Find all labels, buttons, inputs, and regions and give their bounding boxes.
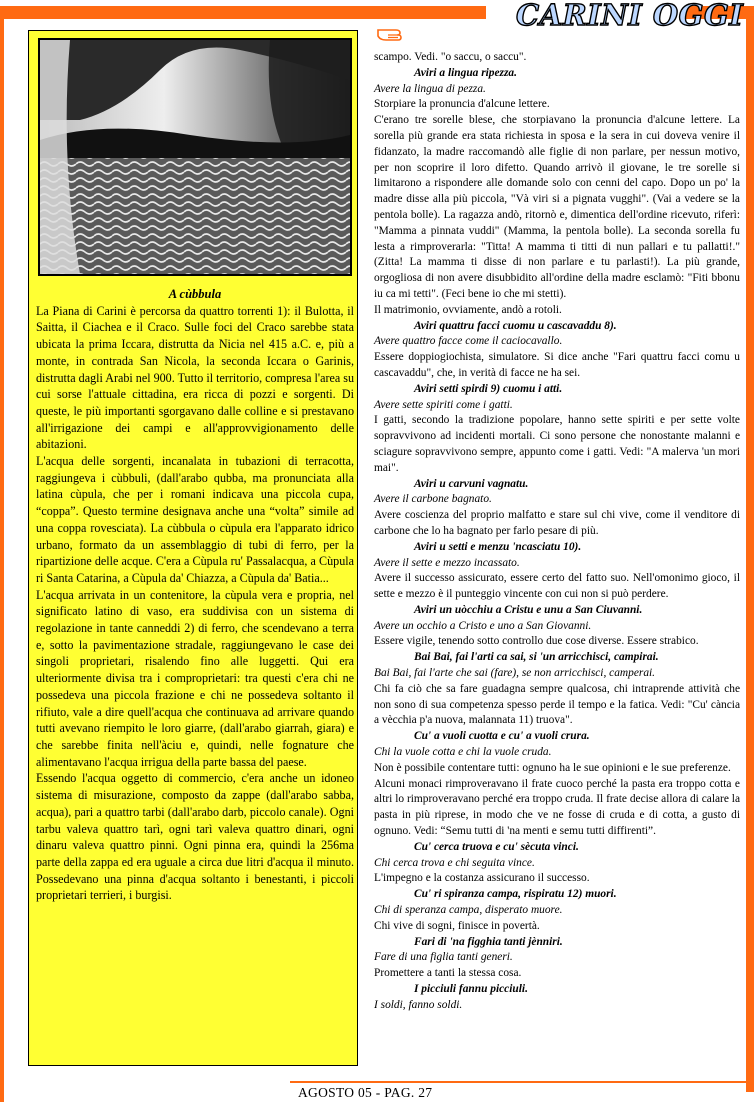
proverb-explanation: L'impegno e la costanza assicurano il successo. bbox=[374, 872, 590, 885]
left-accent-bar bbox=[0, 12, 4, 1102]
left-paragraph: L'acqua arrivata in un contenitore, la cùpula vera e propria, nel significato latino di vaso, era suddivisa con un sistema di regolazione in tante canneddi 2) di ferro, che scendevano a terra e, sotto la pavimentazione stradale, raggiungevano le case dei singoli proprietari, risalendo fino alle luggetti. Qui era ulteriormente divisa tra i comproprietari: tra questi c'era chi ne possedeva una piccola frazione e chi ne possedeva soltanto il rifiuto, vale a dire quell'acqua che continuava ad arrivare quando tutti avevano riempito le loro giarre, (dall'arabo giarrah, giara) e che sarebbe finita nell'àciu e, quindi, nelle fognature che alimentavano l'acqua irrigua della parte bassa del paese. bbox=[36, 587, 354, 769]
proverb-translation: I soldi, fanno soldi. bbox=[374, 998, 463, 1011]
proverb-translation: Avere la lingua di pezza. bbox=[374, 82, 486, 95]
proverb-heading: Aviri quattru facci cuomu u cascavaddu 8). bbox=[414, 319, 617, 332]
proverb-translation: Bai Bai, fai l'arte che sai (fare), se non arricchisci, camperai. bbox=[374, 667, 656, 680]
proverb-heading: Aviri a lingua ripezza. bbox=[414, 66, 517, 79]
proverb-heading: Aviri u setti e menzu 'ncasciatu 10). bbox=[414, 540, 582, 553]
proverb-explanation: Avere coscienza del proprio malfatto e stare sul chi vive, come il venditore di carbone che lo ha bagnato per farlo pesare di più. bbox=[374, 509, 740, 537]
proverb-heading: Fari di 'na figghia tanti jènniri. bbox=[414, 935, 563, 948]
proverb-translation: Chi di speranza campa, disperato muore. bbox=[374, 904, 563, 917]
proverb-translation: Avere un occhio a Cristo e uno a San Giovanni. bbox=[374, 619, 592, 632]
proverb-heading: Aviri u carvuni vagnatu. bbox=[414, 477, 529, 490]
proverb-heading: I picciuli fannu picciuli. bbox=[414, 983, 528, 996]
proverb-heading: Cu' cerca truova e cu' sècuta vinci. bbox=[414, 840, 579, 853]
proverb-explanation: Chi fa ciò che sa fare guadagna sempre qualcosa, chi intraprende attività che non sono di sua competenza spesso perde il tempo e la fatica. Vedi: "Cu' cància a vècchia p'a nuova, malannata 11) truova". bbox=[374, 682, 740, 727]
proverb-heading: Aviri setti spirdi 9) cuomu i atti. bbox=[414, 382, 563, 395]
article-title: A cùbbula bbox=[168, 287, 222, 301]
proverb-heading: Cu' a vuoli cuotta e cu' a vuoli crura. bbox=[414, 730, 590, 743]
page-footer: AGOSTO 05 - PAG. 27 bbox=[298, 1085, 433, 1100]
proverb-heading: Cu' ri spiranza campa, rispiratu 12) muori. bbox=[414, 888, 617, 901]
proverb-translation: Avere il carbone bagnato. bbox=[374, 493, 492, 506]
right-column-text bbox=[374, 50, 740, 1014]
brand-logo: CARINI OGGI bbox=[516, 0, 744, 32]
footer-rule bbox=[290, 1081, 754, 1083]
proverb-translation: Chi la vuole cotta e chi la vuole cruda. bbox=[374, 746, 552, 759]
top-accent-bar bbox=[0, 6, 486, 19]
proverb-translation: Avere il sette e mezzo incassato. bbox=[374, 556, 520, 569]
proverb-explanation: I gatti, secondo la tradizione popolare, hanno sette spiriti e per sette volte sopravvivono ad incidenti mortali. Ci sono persone che nonostante malanni e sciagure sopravvivono sempre, appunto come i gatti. Vedi: "A malerva 'un mori mai". bbox=[374, 414, 740, 474]
proverb-explanation: Storpiare la pronuncia d'alcune lettere. bbox=[374, 98, 550, 111]
proverb-explanation: Il matrimonio, ovviamente, andò a rotoli. bbox=[374, 303, 562, 316]
cave-water-photo bbox=[38, 38, 352, 276]
proverb-explanation: Avere il successo assicurato, essere certo del fatto suo. Nell'omonimo gioco, il sette e mezzo è il punteggio vincente con cui non si può perdere. bbox=[374, 572, 740, 601]
left-paragraph: La Piana di Carini è percorsa da quattro torrenti 1): il Bulotta, il Saitta, il Ciachea e il Craco. Sulle foci del Craco sarebbe stata ubicata la prima Iccara, distrutta da Nicia nel 415 a.C. e, più a monte, in contrada San Nicola, la seconda Iccara o Garinis, distrutta dagli Arabi nel 900. Tutto il territorio, compresa l'area su cui sorse l'attuale cittadina, era ricca di pozzi e sorgenti. Di queste, le più importanti sgorgavano dalle colline e si prestavano all'irrigazione dei campi e all'approvvigionamento delle abitazioni. bbox=[36, 303, 354, 452]
left-paragraph: Essendo l'acqua oggetto di commercio, c'era anche un idoneo sistema di misurazione, composto da zappe (dall'arabo sabba, acqua), pari a quattro tarbi (dall'arabo darb, piccolo canale). Ogni tarbu valeva quattro tarì, ogni tarì valeva quattro dinari, ogni dinaru valeva quattro pinni. Ogni pinna era, quindi la 256ma parte della zappa ed era uguale a circa due litri d'acqua il minuto. Possedevano una pinna d'acqua soltanto i benestanti, i piccoli proprietari terrieri, i burgisi. bbox=[36, 771, 354, 903]
proverb-explanation: scampo. Vedi. "o saccu, o saccu". bbox=[374, 51, 527, 63]
proverb-translation: Chi cerca trova e chi seguita vince. bbox=[374, 856, 535, 869]
cave-water-photo-icon bbox=[40, 40, 350, 274]
proverb-explanation: C'erano tre sorelle blese, che storpiavano la pronuncia d'alcune lettere. La sorella più grande era stata richiesta in sposa e la sera in cui doveva venire il fidanzato, la madre raccomandò alle figlie di non parlare, per nessun motivo, per non scoprire il loro difetto. Quando arrivò il giovane, le tre sorelle si limitarono a rispondere alle domande solo con cenni del capo. Dopo un po' la madre disse alla più piccola, "Và viri si a pignata vugghi". (Vai a vedere se la pentola bolle). La ragazza andò, ritornò e, dimentica dell'ordine ricevuto, riferì: "Mamma a pinnata vuddi" (Mamma, la pentola bolle). La seconda sorella fu lesta a rimproverarla: "Titta! A mamma ti titti di nun pallari e tu pallatti!." (Zitta! La mamma ti disse di non parlare e tu parlasti!). La più grande, orgogliosa di non avere disubbidito all'ordine della madre esclamò: "Fiti bbonu iu ca mi tetti". (Feci bene io che mi stetti). bbox=[374, 114, 740, 300]
proverb-explanation: Non è possibile contentare tutti: ognuno ha le sue opinioni e le sue preferenze. bbox=[374, 761, 731, 774]
proverb-heading: Bai Bai, fai l'arti ca sai, si 'un arricchisci, campirai. bbox=[414, 651, 659, 664]
pointing-hand-icon bbox=[376, 22, 406, 44]
proverb-explanation: Essere doppiogiochista, simulatore. Si dice anche "Fari quattru facci comu u cascavaddu", che, in verità di facce ne ha sei. bbox=[374, 351, 740, 379]
proverb-explanation: Promettere a tanti la stessa cosa. bbox=[374, 967, 522, 980]
proverb-translation: Fare di una figlia tanti generi. bbox=[374, 951, 513, 964]
proverb-heading: Aviri un uòcchiu a Cristu e unu a San Ciuvanni. bbox=[414, 603, 643, 616]
proverb-translation: Avere sette spiriti come i gatti. bbox=[374, 398, 513, 411]
proverb-explanation: Alcuni monaci rimproveravano il frate cuoco perché la pasta era troppo cotta e altri lo rimproveravano perché era troppo cruda. Il frate decise allora di calare la pasta in più riprese, in modo che ve ne fosse di cruda e di cotta, a gusto di ognuno. Vedi: “Semu tutti di 'na menti e semu tutti diffirenti”. bbox=[374, 777, 740, 838]
right-accent-bar bbox=[746, 12, 754, 1092]
proverb-explanation: Chi vive di sogni, finisce in povertà. bbox=[374, 919, 540, 932]
proverb-explanation: Essere vigile, tenendo sotto controllo due cose diverse. Essere strabico. bbox=[374, 635, 699, 648]
left-article bbox=[36, 286, 354, 904]
proverb-translation: Avere quattro facce come il caciocavallo. bbox=[374, 335, 563, 348]
left-paragraph: L'acqua delle sorgenti, incanalata in tubazioni di terracotta, raggiungeva i cùbbuli, (dall'arabo qubba, ma pronunciata alla latina cùpula, che per i romani indicava una piccola cupa, “coppa”. Questo termine designava anche una “volta” simile ad una coppa rovesciata). La cùbbula o cùpula era l'apparato idrico urbano, formato da un assemblaggio di tubi di ferro, per la ripartizione delle acque. C'era a Cùpula ru' Passalacqua, a Cùpula ri Santa Catarina, a Cùpula da' Chiazza, a Cùpula da' Batia... bbox=[36, 454, 354, 585]
